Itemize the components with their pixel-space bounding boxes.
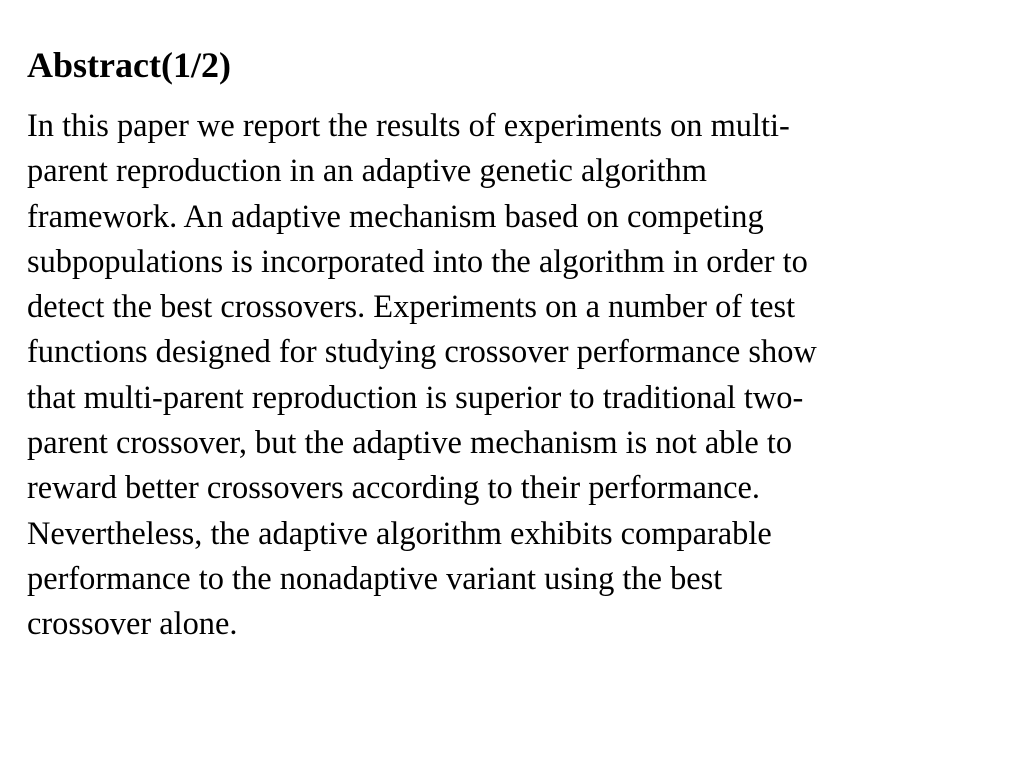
abstract-line: parent crossover, but the adaptive mechanism is not able to [27,425,793,462]
abstract-line: reward better crossovers according to their performance. [27,470,760,507]
abstract-line: framework. An adaptive mechanism based on competing [27,198,764,235]
abstract-line: parent reproduction in an adaptive genetic algorithm [27,153,707,190]
abstract-line: that multi-parent reproduction is superior to traditional two- [27,379,804,416]
abstract-line: subpopulations is incorporated into the algorithm in order to [27,243,808,280]
abstract-line: detect the best crossovers. Experiments on a number of test [27,289,796,326]
abstract-line: crossover alone. [27,606,238,643]
abstract-line: Nevertheless, the adaptive algorithm exhibits comparable [27,515,772,552]
abstract-line: functions designed for studying crossover performance show [27,334,817,371]
abstract-line: In this paper we report the results of experiments on multi- [27,108,790,144]
abstract-line: performance to the nonadaptive variant using the best [27,560,723,597]
slide-title: Abstract(1/2) [27,45,231,85]
abstract-body [27,104,1007,648]
